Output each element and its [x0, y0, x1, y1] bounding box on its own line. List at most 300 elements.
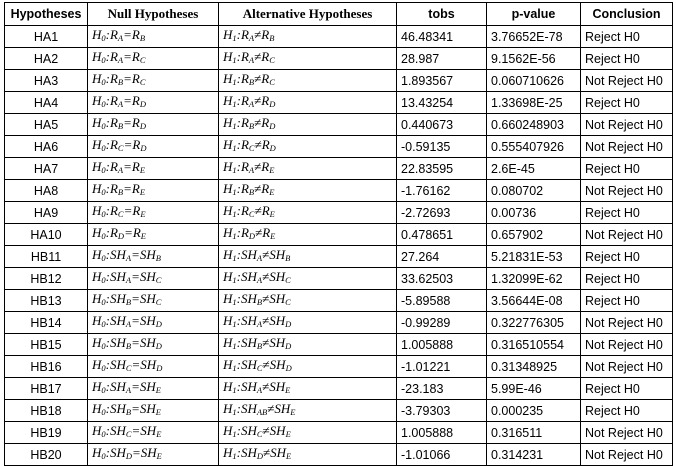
alternative-hypothesis-cell — [219, 378, 397, 400]
formula-subscript: 0 — [101, 143, 106, 153]
formula-text: ≠R — [254, 93, 270, 108]
formula-subscript: B — [125, 407, 132, 417]
formula-text: H — [92, 401, 102, 416]
formula-subscript: A — [248, 165, 255, 175]
formula-text: :SH — [105, 335, 126, 350]
formula-text: :R — [105, 27, 118, 42]
tobs-cell: 33.62503 — [397, 268, 487, 290]
table-row — [5, 290, 673, 312]
formula-subscript: D — [285, 341, 292, 351]
formula-text: ≠SH — [262, 379, 286, 394]
table-row — [5, 312, 673, 334]
formula-subscript: B — [248, 121, 255, 131]
alternative-hypothesis-cell — [219, 268, 397, 290]
formula-subscript: C — [155, 297, 162, 307]
formula-subscript: A — [248, 33, 255, 43]
formula-text: =R — [123, 203, 141, 218]
p-value-cell: 0.000235 — [487, 400, 581, 422]
formula-subscript: 1 — [232, 297, 237, 307]
formula-text: H — [223, 49, 233, 64]
formula-text: =SH — [131, 423, 157, 438]
conclusion-cell: Reject H0 — [581, 202, 673, 224]
formula-subscript: C — [125, 363, 132, 373]
header-p-value: p-value — [487, 3, 581, 26]
formula-subscript: 1 — [232, 143, 237, 153]
alternative-hypothesis-cell — [219, 114, 397, 136]
alternative-hypothesis-cell — [219, 92, 397, 114]
formula-subscript: 1 — [232, 121, 237, 131]
formula-subscript: B — [256, 341, 263, 351]
null-hypothesis-cell — [88, 224, 219, 246]
formula-subscript: B — [269, 33, 275, 43]
formula-subscript: C — [155, 275, 162, 285]
formula-subscript: 0 — [101, 187, 106, 197]
null-hypothesis-cell — [88, 114, 219, 136]
p-value-cell: 2.6E-45 — [487, 158, 581, 180]
hypothesis-id-cell: HB15 — [5, 334, 88, 356]
alternative-hypothesis-cell — [219, 356, 397, 378]
formula-subscript: E — [269, 209, 275, 219]
hypothesis-id-cell: HA7 — [5, 158, 88, 180]
formula-subscript: 1 — [232, 253, 237, 263]
formula-text: H — [223, 71, 233, 86]
formula-text: :R — [236, 159, 249, 174]
hypothesis-id-cell: HB18 — [5, 400, 88, 422]
table-row — [5, 400, 673, 422]
formula-text: :SH — [236, 291, 257, 306]
formula-text: H — [92, 379, 102, 394]
conclusion-cell: Not Reject H0 — [581, 114, 673, 136]
formula-text: H — [92, 247, 102, 262]
formula-text: =SH — [131, 401, 156, 416]
formula-text: =SH — [131, 335, 156, 350]
formula-subscript: C — [269, 55, 275, 65]
formula-subscript: A — [256, 385, 263, 395]
alternative-hypothesis-cell — [219, 334, 397, 356]
hypothesis-id-cell: HA1 — [5, 26, 88, 48]
formula-subscript: E — [269, 187, 275, 197]
formula-text: H — [223, 335, 233, 350]
header-conclusion: Conclusion — [581, 3, 673, 26]
formula-subscript: E — [155, 407, 161, 417]
alternative-hypothesis-cell — [219, 158, 397, 180]
hypothesis-id-cell: HB20 — [5, 444, 88, 466]
formula-text: :SH — [236, 313, 257, 328]
table-row — [5, 224, 673, 246]
formula-text: :SH — [236, 247, 257, 262]
formula-subscript: 0 — [101, 121, 106, 131]
formula-text: ≠SH — [262, 423, 286, 438]
table-row — [5, 378, 673, 400]
formula-text: H — [92, 335, 102, 350]
hypothesis-id-cell: HB19 — [5, 422, 88, 444]
p-value-cell: 3.56644E-08 — [487, 290, 581, 312]
conclusion-cell: Not Reject H0 — [581, 70, 673, 92]
formula-subscript: 0 — [101, 209, 106, 219]
formula-subscript: D — [155, 319, 162, 329]
tobs-cell: 28.987 — [397, 48, 487, 70]
alternative-hypothesis-cell — [219, 422, 397, 444]
formula-subscript: D — [256, 451, 263, 461]
formula-text: =SH — [131, 269, 156, 284]
table-row — [5, 136, 673, 158]
formula-subscript: 0 — [101, 363, 106, 373]
alternative-hypothesis-cell — [219, 246, 397, 268]
formula-subscript: D — [285, 363, 292, 373]
conclusion-cell: Not Reject H0 — [581, 136, 673, 158]
formula-subscript: D — [139, 121, 146, 131]
formula-subscript: E — [140, 209, 146, 219]
formula-subscript: B — [125, 297, 132, 307]
formula-subscript: D — [139, 99, 146, 109]
formula-text: =SH — [131, 379, 156, 394]
header-null-hypotheses: Null Hypotheses — [88, 3, 219, 26]
p-value-cell: 3.76652E-78 — [487, 26, 581, 48]
null-hypothesis-cell — [88, 378, 219, 400]
tobs-cell: -1.76162 — [397, 180, 487, 202]
hypothesis-id-cell: HB11 — [5, 246, 88, 268]
null-hypothesis-cell — [88, 334, 219, 356]
formula-text: :R — [105, 49, 118, 64]
formula-text: =R — [123, 49, 140, 64]
formula-subscript: 0 — [101, 55, 106, 65]
formula-subscript: B — [285, 253, 291, 263]
formula-subscript: D — [156, 363, 163, 373]
table-row — [5, 202, 673, 224]
formula-subscript: B — [248, 187, 255, 197]
formula-subscript: E — [285, 429, 291, 439]
header-hypotheses: Hypotheses — [5, 3, 88, 26]
formula-text: =R — [123, 27, 140, 42]
formula-subscript: A — [117, 165, 124, 175]
formula-subscript: AB — [256, 407, 268, 417]
p-value-cell: 1.32099E-62 — [487, 268, 581, 290]
tobs-cell: -3.79303 — [397, 400, 487, 422]
formula-subscript: 0 — [101, 319, 106, 329]
null-hypothesis-cell — [88, 180, 219, 202]
formula-text: =SH — [131, 313, 156, 328]
formula-subscript: C — [139, 77, 146, 87]
tobs-cell: 1.005888 — [397, 422, 487, 444]
formula-text: :SH — [105, 379, 126, 394]
formula-subscript: 1 — [232, 187, 237, 197]
hypothesis-id-cell: HA8 — [5, 180, 88, 202]
alternative-hypothesis-cell — [219, 48, 397, 70]
hypothesis-test-table — [4, 2, 673, 466]
table-row — [5, 268, 673, 290]
formula-subscript: 0 — [101, 165, 106, 175]
formula-subscript: B — [155, 253, 161, 263]
formula-subscript: C — [256, 429, 263, 439]
formula-subscript: 1 — [232, 209, 237, 219]
formula-text: :R — [105, 93, 118, 108]
tobs-cell: -2.72693 — [397, 202, 487, 224]
alternative-hypothesis-cell — [219, 400, 397, 422]
formula-text: :R — [105, 203, 118, 218]
formula-subscript: E — [270, 231, 276, 241]
formula-text: H — [223, 269, 233, 284]
formula-text: :R — [236, 203, 249, 218]
p-value-cell: 0.00736 — [487, 202, 581, 224]
conclusion-cell: Reject H0 — [581, 92, 673, 114]
formula-text: ≠R — [254, 137, 270, 152]
formula-text: ≠SH — [262, 313, 286, 328]
formula-text: ≠R — [255, 225, 271, 240]
formula-subscript: E — [285, 385, 291, 395]
null-hypothesis-cell — [88, 268, 219, 290]
p-value-cell: 0.322776305 — [487, 312, 581, 334]
formula-subscript: E — [269, 165, 275, 175]
formula-subscript: A — [125, 275, 132, 285]
formula-subscript: C — [269, 77, 275, 87]
formula-subscript: 1 — [232, 231, 237, 241]
formula-text: H — [92, 445, 102, 460]
formula-subscript: D — [269, 143, 276, 153]
tobs-cell: 22.83595 — [397, 158, 487, 180]
table-body — [5, 26, 673, 466]
formula-subscript: 1 — [232, 341, 237, 351]
formula-text: H — [92, 93, 102, 108]
formula-text: ≠R — [254, 71, 270, 86]
tobs-cell: 1.005888 — [397, 334, 487, 356]
formula-subscript: B — [139, 33, 146, 43]
formula-text: ≠R — [254, 115, 270, 130]
formula-text: H — [92, 159, 102, 174]
formula-subscript: A — [256, 275, 263, 285]
formula-text: :SH — [236, 401, 257, 416]
formula-text: H — [92, 423, 102, 438]
formula-text: H — [92, 49, 102, 64]
formula-text: :SH — [236, 269, 257, 284]
formula-text: :R — [236, 71, 249, 86]
formula-text: ≠R — [254, 49, 270, 64]
formula-text: =SH — [131, 357, 157, 372]
formula-subscript: B — [117, 121, 124, 131]
p-value-cell: 0.31348925 — [487, 356, 581, 378]
formula-subscript: D — [269, 99, 276, 109]
formula-subscript: A — [256, 253, 263, 263]
conclusion-cell: Not Reject H0 — [581, 334, 673, 356]
alternative-hypothesis-cell — [219, 136, 397, 158]
table-row — [5, 92, 673, 114]
null-hypothesis-cell — [88, 312, 219, 334]
formula-subscript: 1 — [232, 429, 237, 439]
table-row — [5, 114, 673, 136]
formula-text: :SH — [105, 247, 126, 262]
formula-subscript: A — [125, 319, 132, 329]
formula-subscript: C — [256, 363, 263, 373]
formula-subscript: 1 — [232, 33, 237, 43]
conclusion-cell: Reject H0 — [581, 268, 673, 290]
p-value-cell: 0.660248903 — [487, 114, 581, 136]
formula-text: ≠R — [254, 203, 270, 218]
formula-text: :SH — [236, 379, 257, 394]
formula-subscript: A — [125, 385, 132, 395]
null-hypothesis-cell — [88, 444, 219, 466]
hypothesis-id-cell: HA3 — [5, 70, 88, 92]
formula-subscript: A — [248, 99, 255, 109]
null-hypothesis-cell — [88, 136, 219, 158]
formula-text: =R — [123, 181, 140, 196]
formula-text: =SH — [131, 247, 156, 262]
conclusion-cell: Reject H0 — [581, 158, 673, 180]
null-hypothesis-cell — [88, 70, 219, 92]
formula-text: =SH — [132, 445, 157, 460]
formula-text: ≠SH — [262, 247, 286, 262]
formula-subscript: 0 — [101, 451, 106, 461]
formula-text: H — [92, 269, 102, 284]
null-hypothesis-cell — [88, 202, 219, 224]
p-value-cell: 0.314231 — [487, 444, 581, 466]
p-value-cell: 0.316510554 — [487, 334, 581, 356]
formula-text: H — [92, 115, 102, 130]
formula-text: H — [223, 181, 233, 196]
hypothesis-id-cell: HB13 — [5, 290, 88, 312]
p-value-cell: 0.555407926 — [487, 136, 581, 158]
formula-text: :R — [236, 93, 249, 108]
tobs-cell: -1.01066 — [397, 444, 487, 466]
table-row — [5, 444, 673, 466]
formula-text: :R — [105, 71, 118, 86]
formula-text: :R — [105, 115, 118, 130]
formula-text: ≠SH — [262, 269, 286, 284]
formula-text: :R — [236, 137, 249, 152]
null-hypothesis-cell — [88, 422, 219, 444]
conclusion-cell: Reject H0 — [581, 48, 673, 70]
hypothesis-id-cell: HA9 — [5, 202, 88, 224]
null-hypothesis-cell — [88, 158, 219, 180]
conclusion-cell: Reject H0 — [581, 400, 673, 422]
conclusion-cell: Reject H0 — [581, 246, 673, 268]
table-row — [5, 180, 673, 202]
formula-text: H — [92, 203, 102, 218]
formula-text: H — [223, 225, 233, 240]
formula-subscript: C — [285, 297, 291, 307]
formula-text: :SH — [236, 357, 257, 372]
null-hypothesis-cell — [88, 400, 219, 422]
formula-text: H — [223, 379, 233, 394]
header-alternative-hypotheses: Alternative Hypotheses — [219, 3, 397, 26]
formula-subscript: B — [125, 341, 132, 351]
formula-subscript: C — [117, 143, 124, 153]
table-row — [5, 26, 673, 48]
formula-subscript: 1 — [232, 55, 237, 65]
formula-subscript: 0 — [101, 33, 106, 43]
hypothesis-id-cell: HB14 — [5, 312, 88, 334]
formula-subscript: D — [117, 231, 125, 241]
formula-subscript: A — [125, 253, 132, 263]
formula-text: :R — [236, 115, 249, 130]
alternative-hypothesis-cell — [219, 444, 397, 466]
formula-text: :SH — [236, 445, 257, 460]
p-value-cell: 0.657902 — [487, 224, 581, 246]
conclusion-cell: Not Reject H0 — [581, 224, 673, 246]
null-hypothesis-cell — [88, 48, 219, 70]
formula-text: :SH — [105, 291, 126, 306]
formula-text: H — [92, 225, 102, 240]
formula-subscript: 0 — [101, 77, 106, 87]
header-row — [5, 3, 673, 26]
formula-subscript: 0 — [101, 341, 106, 351]
tobs-cell: 0.440673 — [397, 114, 487, 136]
formula-subscript: B — [117, 77, 124, 87]
formula-text: :SH — [236, 335, 257, 350]
formula-text: =R — [123, 159, 140, 174]
formula-subscript: E — [139, 165, 146, 175]
tobs-cell: 27.264 — [397, 246, 487, 268]
formula-text: H — [92, 313, 102, 328]
alternative-hypothesis-cell — [219, 202, 397, 224]
formula-text: ≠SH — [262, 291, 286, 306]
formula-text: H — [92, 291, 102, 306]
hypothesis-id-cell: HB17 — [5, 378, 88, 400]
null-hypothesis-cell — [88, 290, 219, 312]
formula-subscript: E — [156, 451, 162, 461]
formula-subscript: B — [256, 297, 263, 307]
formula-text: =R — [123, 71, 140, 86]
formula-subscript: E — [290, 407, 296, 417]
formula-text: :SH — [105, 401, 126, 416]
formula-subscript: D — [285, 319, 292, 329]
formula-text: =SH — [131, 291, 156, 306]
formula-subscript: A — [117, 33, 124, 43]
alternative-hypothesis-cell — [219, 180, 397, 202]
tobs-cell: -0.59135 — [397, 136, 487, 158]
formula-text: H — [223, 203, 233, 218]
formula-subscript: 0 — [101, 275, 106, 285]
formula-text: H — [223, 137, 233, 152]
formula-text: :SH — [105, 313, 126, 328]
alternative-hypothesis-cell — [219, 224, 397, 246]
formula-subscript: B — [248, 77, 255, 87]
formula-text: H — [223, 357, 233, 372]
formula-text: H — [223, 93, 233, 108]
formula-text: =R — [123, 137, 141, 152]
alternative-hypothesis-cell — [219, 26, 397, 48]
formula-text: :R — [236, 49, 249, 64]
formula-subscript: 1 — [232, 99, 237, 109]
conclusion-cell: Reject H0 — [581, 26, 673, 48]
tobs-cell: -23.183 — [397, 378, 487, 400]
formula-subscript: 0 — [101, 407, 106, 417]
conclusion-cell: Not Reject H0 — [581, 180, 673, 202]
formula-subscript: 1 — [232, 165, 237, 175]
formula-text: H — [92, 181, 102, 196]
hypothesis-id-cell: HA2 — [5, 48, 88, 70]
p-value-cell: 9.1562E-56 — [487, 48, 581, 70]
null-hypothesis-cell — [88, 356, 219, 378]
tobs-cell: 13.43254 — [397, 92, 487, 114]
tobs-cell: 0.478651 — [397, 224, 487, 246]
hypothesis-id-cell: HB12 — [5, 268, 88, 290]
formula-subscript: C — [139, 55, 146, 65]
formula-subscript: C — [248, 209, 255, 219]
conclusion-cell: Not Reject H0 — [581, 356, 673, 378]
formula-text: ≠R — [254, 159, 270, 174]
formula-subscript: 1 — [232, 77, 237, 87]
formula-text: H — [223, 291, 233, 306]
formula-text: H — [223, 423, 233, 438]
formula-subscript: 1 — [232, 385, 237, 395]
hypothesis-id-cell: HA5 — [5, 114, 88, 136]
formula-subscript: D — [125, 451, 132, 461]
formula-subscript: 0 — [101, 385, 106, 395]
tobs-cell: -5.89588 — [397, 290, 487, 312]
formula-subscript: E — [155, 385, 161, 395]
formula-subscript: 0 — [101, 253, 106, 263]
p-value-cell: 0.316511 — [487, 422, 581, 444]
p-value-cell: 0.060710626 — [487, 70, 581, 92]
